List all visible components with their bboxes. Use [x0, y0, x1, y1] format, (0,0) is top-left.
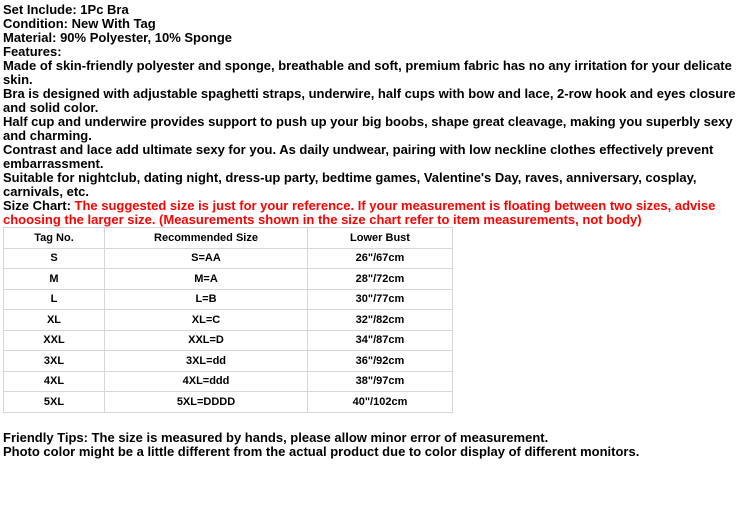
- feature-line: Made of skin-friendly polyester and sponge, breathable and soft, premium fabric has no any irritation for your delicate skin.: [3, 58, 732, 87]
- tag-cell: M: [4, 269, 105, 290]
- size-chart-paragraph: [3, 199, 738, 227]
- recommended-size-cell: M=A: [105, 269, 308, 290]
- material-text: Material: 90% Polyester, 10% Sponge: [3, 30, 233, 45]
- feature-line: Contrast and lace add ultimate sexy for you. As daily undwear, pairing with low neckline clothes effectively prevent embarrassment.: [3, 142, 714, 171]
- lower-bust-cell: 36"/92cm: [308, 351, 453, 372]
- table-row: [4, 392, 453, 413]
- size-chart-table: [3, 227, 453, 413]
- lower-bust-cell: 38"/97cm: [308, 371, 453, 392]
- table-row: [4, 269, 453, 290]
- feature-line: Half cup and underwire provides support to push up your big boobs, shape great cleavage, making you superbly sexy and charming.: [3, 114, 733, 143]
- condition-text: Condition: New With Tag: [3, 16, 156, 31]
- lower-bust-cell: 26"/67cm: [308, 248, 453, 269]
- table-row: [4, 371, 453, 392]
- tag-cell: 3XL: [4, 351, 105, 372]
- recommended-size-cell: XXL=D: [105, 330, 308, 351]
- product-description: [3, 3, 738, 227]
- set-include-text: Set Include: 1Pc Bra: [3, 2, 129, 17]
- lower-bust-cell: 30"/77cm: [308, 289, 453, 310]
- lower-bust-cell: 32"/82cm: [308, 310, 453, 331]
- tag-cell: 4XL: [4, 371, 105, 392]
- tag-cell: XL: [4, 310, 105, 331]
- recommended-size-cell: 4XL=ddd: [105, 371, 308, 392]
- recommended-size-cell: S=AA: [105, 248, 308, 269]
- feature-line: Bra is designed with adjustable spaghetti straps, underwire, half cups with bow and lace, 2-row hook and eyes closure and solid color.: [3, 86, 736, 115]
- tag-cell: L: [4, 289, 105, 310]
- header-recommended-size: Recommended Size: [105, 228, 308, 249]
- tips-line-measurement: Friendly Tips: The size is measured by hands, please allow minor error of measurement.: [3, 430, 549, 445]
- table-row: [4, 330, 453, 351]
- lower-bust-cell: 40"/102cm: [308, 392, 453, 413]
- lower-bust-cell: 34"/87cm: [308, 330, 453, 351]
- table-row: [4, 310, 453, 331]
- table-row: [4, 289, 453, 310]
- recommended-size-cell: XL=C: [105, 310, 308, 331]
- table-row: [4, 351, 453, 372]
- friendly-tips: [3, 431, 738, 459]
- lower-bust-cell: 28"/72cm: [308, 269, 453, 290]
- recommended-size-cell: 5XL=DDDD: [105, 392, 308, 413]
- table-header-row: [4, 228, 453, 249]
- tag-cell: 5XL: [4, 392, 105, 413]
- size-chart-note: The suggested size is just for your reference. If your measurement is floating between two sizes, advise choosing the larger size. (Measurements shown in the size chart refer to item measurements, not body): [3, 198, 716, 227]
- recommended-size-cell: L=B: [105, 289, 308, 310]
- tag-cell: XXL: [4, 330, 105, 351]
- recommended-size-cell: 3XL=dd: [105, 351, 308, 372]
- tips-line-color: Photo color might be a little different from the actual product due to color display of different monitors.: [3, 444, 640, 459]
- size-chart-label: Size Chart:: [3, 198, 71, 213]
- header-tag-no: Tag No.: [4, 228, 105, 249]
- table-row: [4, 248, 453, 269]
- tag-cell: S: [4, 248, 105, 269]
- feature-line: Suitable for nightclub, dating night, dress-up party, bedtime games, Valentine's Day, raves, anniversary, cosplay, carnivals, etc.: [3, 170, 697, 199]
- features-heading: Features:: [3, 44, 62, 59]
- header-lower-bust: Lower Bust: [308, 228, 453, 249]
